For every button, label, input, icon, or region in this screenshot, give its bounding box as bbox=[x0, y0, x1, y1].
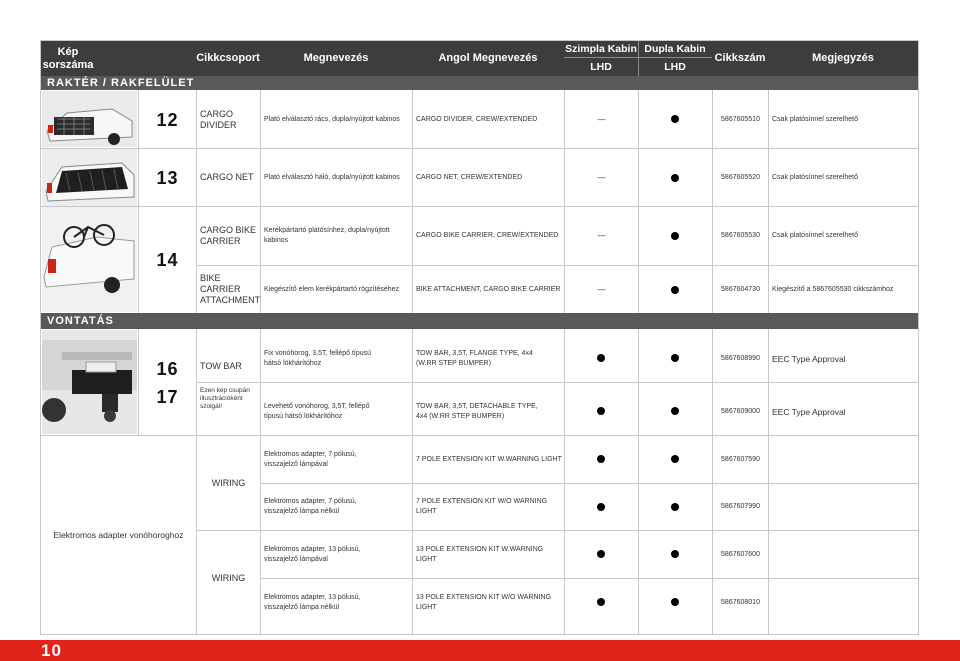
row17-hu-name: Levehető vonóhorog, 3,5T, fellépő típusú hátsó lökhárítóhoz bbox=[264, 403, 370, 420]
row14a-en-name: CARGO BIKE CARRIER, CREW/EXTENDED bbox=[416, 232, 559, 239]
row14b-note: Kiegészítő a 5867605530 cikkszámhoz bbox=[772, 285, 894, 293]
cargo-divider-image bbox=[42, 91, 137, 147]
row16-en-name: TOW BAR, 3,5T, FLANGE TYPE, 4x4 (W.RR STEP BUMPER) bbox=[416, 350, 533, 367]
header-angol-megnevezes: Angol Megnevezés bbox=[412, 41, 564, 76]
section-vontatas: VONTATÁS bbox=[41, 313, 918, 329]
e3-en-name: 13 POLE EXTENSION KIT W.WARNING LIGHT bbox=[416, 545, 544, 563]
e2-hu-name: Elektromos adapter, 7 pólusú, visszajelző lámpa nélkül bbox=[264, 498, 357, 515]
e2-single-cab-dot bbox=[597, 503, 605, 511]
elec-adapter-group-label: Elektromos adapter vonóhoroghoz bbox=[53, 529, 184, 540]
header-cikkszam: Cikkszám bbox=[712, 41, 768, 76]
section-raktér: RAKTÉR / RAKFELÜLET bbox=[41, 76, 918, 90]
row14b-hu-name: Kiegészítő elem kerékpártartó rögzítéséhez bbox=[264, 285, 400, 293]
header-megjegyzes: Megjegyzés bbox=[768, 41, 918, 76]
e3-part-number: 5867607600 bbox=[721, 550, 760, 558]
tow-bar-group: TOW BAR bbox=[200, 360, 242, 371]
row14a-double-cab-dot bbox=[671, 232, 679, 240]
row16-part-number: 5867608990 bbox=[721, 355, 760, 362]
row14b-single-cab: — bbox=[597, 284, 606, 294]
e3-hu-name: Elektromos adapter, 13 pólusú, visszajelző lámpával bbox=[264, 545, 361, 563]
e2-part-number: 5867607990 bbox=[721, 503, 760, 510]
bike-carrier-image bbox=[42, 207, 137, 312]
row16-single-cab-dot bbox=[597, 354, 605, 362]
row14b-en-name: BIKE ATTACHMENT, CARGO BIKE CARRIER bbox=[416, 285, 561, 293]
row13-number: 13 bbox=[156, 167, 179, 188]
e4-hu-name: Elektromos adapter, 13 pólusú, visszajelző lámpa nélkül bbox=[264, 593, 361, 611]
header-lhd-dupla: LHD bbox=[638, 58, 712, 76]
row12-number: 12 bbox=[156, 109, 179, 130]
row16-hu-name: Fix vonóhorog, 3,5T, fellépő típusú hátsó lökhárítóhoz bbox=[264, 350, 372, 367]
e3-double-cab-dot bbox=[671, 550, 679, 558]
e4-double-cab-dot bbox=[671, 598, 679, 606]
wiring-group-2: WIRING bbox=[211, 572, 246, 583]
tow-bar-disclaimer: Ezen kép csupán illusztrációként szolgál! bbox=[200, 387, 250, 410]
row14a-group: CARGO BIKE CARRIER bbox=[200, 225, 257, 246]
row12-double-cab-dot bbox=[671, 115, 679, 123]
e2-en-name: 7 POLE EXTENSION KIT W/O WARNING LIGHT bbox=[416, 498, 548, 515]
row13-single-cab: — bbox=[597, 172, 606, 182]
row12-note: Csak platósínnel szerelhető bbox=[772, 115, 858, 123]
tow-bar-image bbox=[42, 330, 137, 434]
row13-part-number: 5867605520 bbox=[721, 173, 760, 181]
header-szimpla-kabin: Szimpla Kabin bbox=[564, 41, 638, 58]
header-kep-sorszama: Kép sorszáma bbox=[41, 41, 95, 76]
footer-red-band bbox=[0, 640, 960, 661]
e4-en-name: 13 POLE EXTENSION KIT W/O WARNING LIGHT bbox=[416, 593, 551, 611]
e1-hu-name: Elektromos adapter, 7 pólusú, visszajelző lámpával bbox=[264, 450, 357, 468]
row13-note: Csak platósínnel szerelhető bbox=[772, 173, 858, 181]
e2-double-cab-dot bbox=[671, 503, 679, 511]
cargo-net-image bbox=[42, 149, 137, 206]
e4-part-number: 5867608010 bbox=[721, 598, 760, 606]
row12-single-cab: — bbox=[597, 114, 606, 124]
wiring-group-1: WIRING bbox=[211, 477, 246, 488]
row17-single-cab-dot bbox=[597, 407, 605, 415]
row17-en-name: TOW BAR, 3,5T, DETACHABLE TYPE, 4x4 (W.RR STEP BUMPER) bbox=[416, 403, 538, 420]
header-lhd-szimpla: LHD bbox=[564, 58, 638, 76]
e1-en-name: 7 POLE EXTENSION KIT W.WARNING LIGHT bbox=[416, 455, 562, 463]
row14b-double-cab-dot bbox=[671, 286, 679, 294]
row13-en-name: CARGO NET, CREW/EXTENDED bbox=[416, 173, 523, 181]
e1-single-cab-dot bbox=[597, 455, 605, 463]
header-cikkcsoport: Cikkcsoport bbox=[196, 41, 260, 76]
row17-part-number: 5867609000 bbox=[721, 408, 760, 415]
header-cell-dividers bbox=[638, 41, 639, 76]
header-megnevezes: Megnevezés bbox=[260, 41, 412, 76]
row17-number: 17 bbox=[156, 387, 179, 407]
row14a-hu-name: Kerékpártartó platósínhez, dupla/nyújtott kabinos bbox=[264, 227, 390, 244]
e1-double-cab-dot bbox=[671, 455, 679, 463]
row14a-note: Csak platósínnel szerelhető bbox=[772, 232, 858, 239]
row12-group: CARGO DIVIDER bbox=[200, 108, 237, 130]
row13-group: CARGO NET bbox=[200, 172, 254, 182]
e1-part-number: 5867607590 bbox=[721, 455, 760, 463]
row16-double-cab-dot bbox=[671, 354, 679, 362]
row14a-single-cab: — bbox=[597, 231, 606, 240]
row14b-part-number: 5867604730 bbox=[721, 285, 760, 293]
row14b-group: BIKE CARRIER ATTACHMENT bbox=[200, 273, 261, 305]
row16-note: EEC Type Approval bbox=[772, 354, 846, 364]
row13-hu-name: Plató elválasztó háló, dupla/nyújtott kabinos bbox=[264, 173, 400, 181]
row17-note: EEC Type Approval bbox=[772, 407, 846, 417]
row13-double-cab-dot bbox=[671, 174, 679, 182]
row14a-part-number: 5867605530 bbox=[721, 232, 760, 239]
row14-number: 14 bbox=[156, 249, 179, 270]
e3-single-cab-dot bbox=[597, 550, 605, 558]
e4-single-cab-dot bbox=[597, 598, 605, 606]
row16-number: 16 bbox=[156, 359, 179, 379]
row12-part-number: 5867605510 bbox=[721, 115, 760, 123]
header-dupla-kabin: Dupla Kabin bbox=[638, 41, 712, 58]
row12-hu-name: Plató elválasztó rács, dupla/nyújtott kabinos bbox=[264, 115, 400, 123]
page-number: 10 bbox=[41, 640, 62, 660]
row12-en-name: CARGO DIVIDER, CREW/EXTENDED bbox=[416, 115, 538, 123]
row17-double-cab-dot bbox=[671, 407, 679, 415]
